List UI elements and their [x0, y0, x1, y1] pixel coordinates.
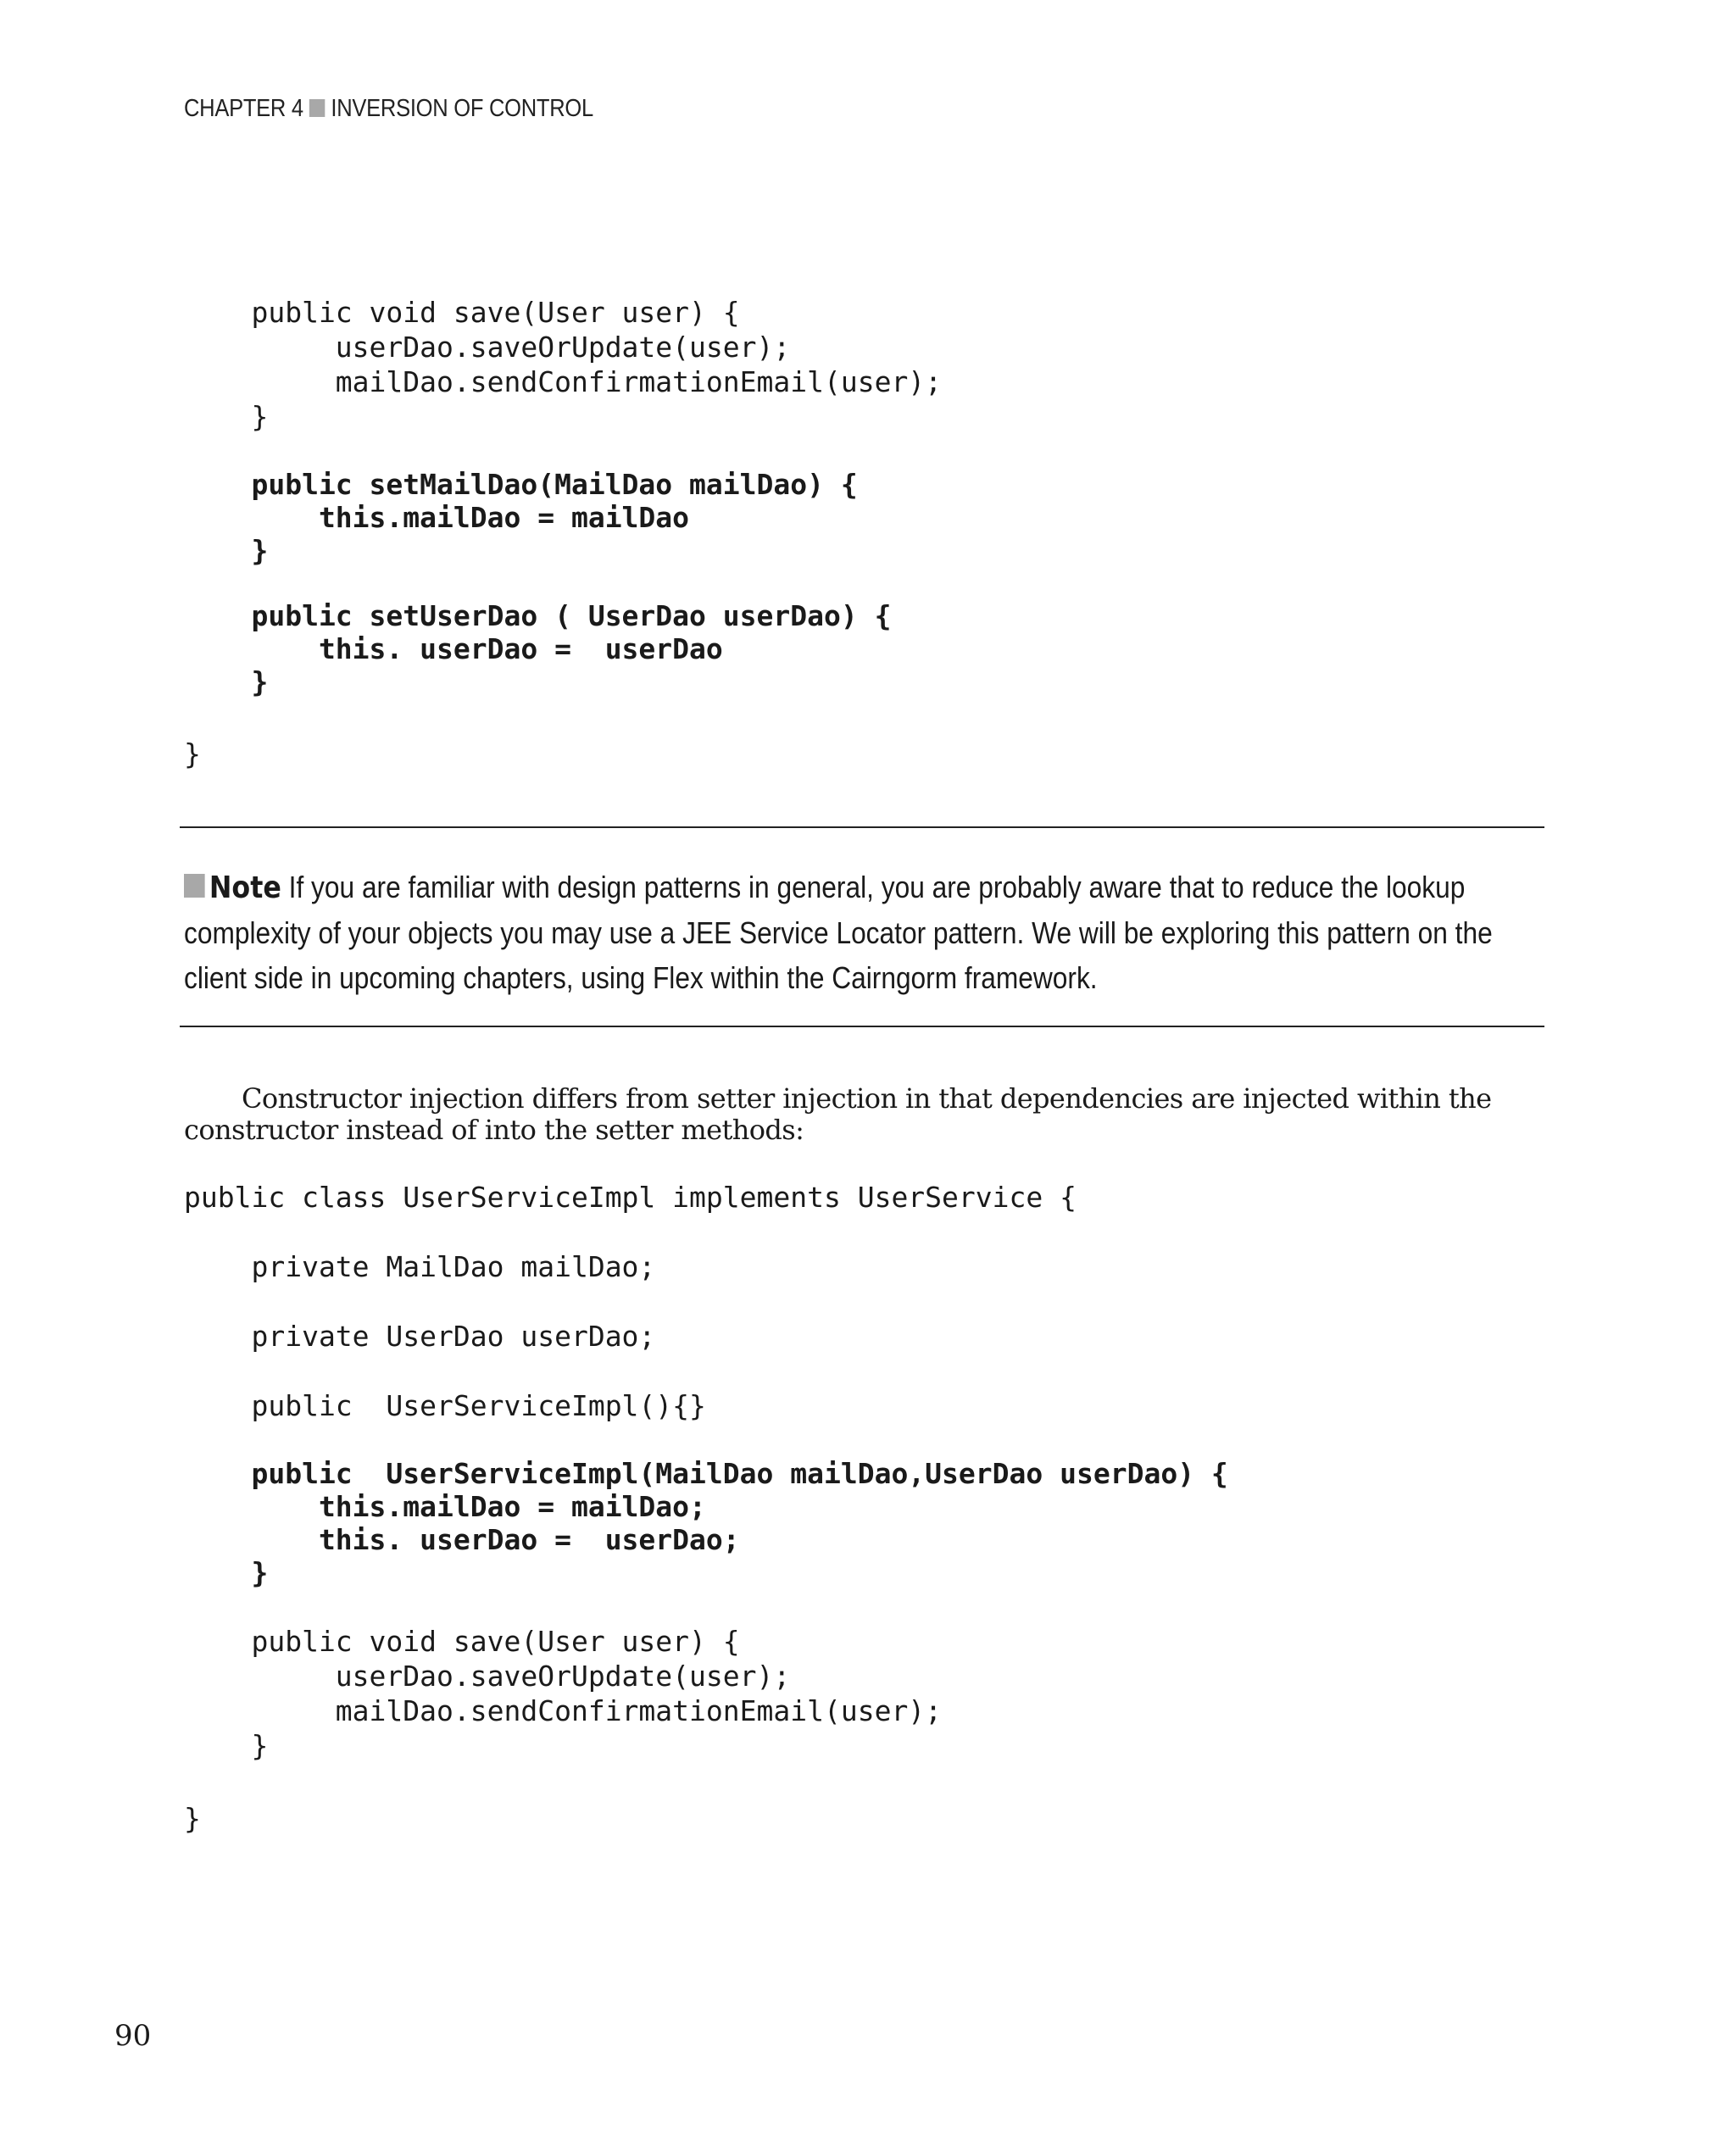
note-text: If you are familiar with design patterns in general, you are probably aware that to reduce the lookup complexity of your objects you may use a JEE Service Locator pattern. We will be exploring this pattern on the client side in upcoming chapters, using Flex within the Cairngorm framework. — [184, 870, 1493, 995]
code-line — [184, 1354, 1228, 1388]
code-line: userDao.saveOrUpdate(user); — [184, 1660, 791, 1693]
code-line — [184, 1589, 1228, 1624]
code-line — [184, 1763, 1228, 1801]
page-number: 90 — [114, 2019, 152, 2053]
code-line: public class UserServiceImpl implements UserService { — [184, 1181, 1077, 1214]
code-line-bold: this.mailDao = mailDao — [184, 501, 690, 534]
code-line-bold: } — [184, 534, 269, 567]
code-line — [184, 1423, 1228, 1457]
code-line-bold: this. userDao = userDao — [184, 632, 723, 665]
running-header — [184, 95, 593, 123]
code-line: } — [184, 400, 269, 433]
note-square-icon — [184, 874, 205, 898]
code-line — [184, 1284, 1228, 1319]
square-bullet-icon — [309, 99, 325, 117]
code-line: private UserDao userDao; — [184, 1320, 656, 1353]
code-line-bold: } — [184, 665, 269, 698]
code-line — [184, 698, 942, 737]
code-line: userDao.saveOrUpdate(user); — [184, 331, 791, 364]
code-line-bold: this. userDao = userDao; — [184, 1523, 740, 1556]
body-paragraph — [184, 1083, 1549, 1146]
paragraph-text: Constructor injection differs from setter injection in that dependencies are injected within the constructor instead of into the setter methods: — [184, 1082, 1492, 1146]
code-line — [184, 434, 942, 468]
code-block-constructor — [184, 1180, 1228, 1836]
note-label: Note — [209, 870, 281, 905]
code-line: public UserServiceImpl(){} — [184, 1389, 706, 1422]
code-line: mailDao.sendConfirmationEmail(user); — [184, 365, 943, 398]
code-line-bold: public setMailDao(MailDao mailDao) { — [184, 468, 858, 501]
code-line: } — [184, 737, 201, 770]
code-line: public void save(User user) { — [184, 296, 740, 329]
code-line — [184, 567, 942, 599]
code-line-bold: public setUserDao ( UserDao userDao) { — [184, 599, 892, 632]
note-bottom-rule — [180, 1026, 1544, 1027]
code-line: private MailDao mailDao; — [184, 1250, 656, 1283]
code-line: } — [184, 1802, 201, 1835]
note-box — [184, 865, 1542, 1000]
code-line — [184, 1215, 1228, 1249]
note-top-rule — [180, 826, 1544, 828]
code-line: mailDao.sendConfirmationEmail(user); — [184, 1694, 943, 1727]
code-line: public void save(User user) { — [184, 1625, 740, 1658]
code-line: } — [184, 1729, 269, 1762]
code-block-setters — [184, 295, 942, 771]
code-line-bold: this.mailDao = mailDao; — [184, 1490, 706, 1523]
code-line-bold: public UserServiceImpl(MailDao mailDao,UserDao userDao) { — [184, 1457, 1228, 1490]
chapter-label: CHAPTER 4 — [184, 95, 303, 122]
chapter-title: INVERSION OF CONTROL — [331, 95, 593, 122]
code-line-bold: } — [184, 1556, 269, 1589]
